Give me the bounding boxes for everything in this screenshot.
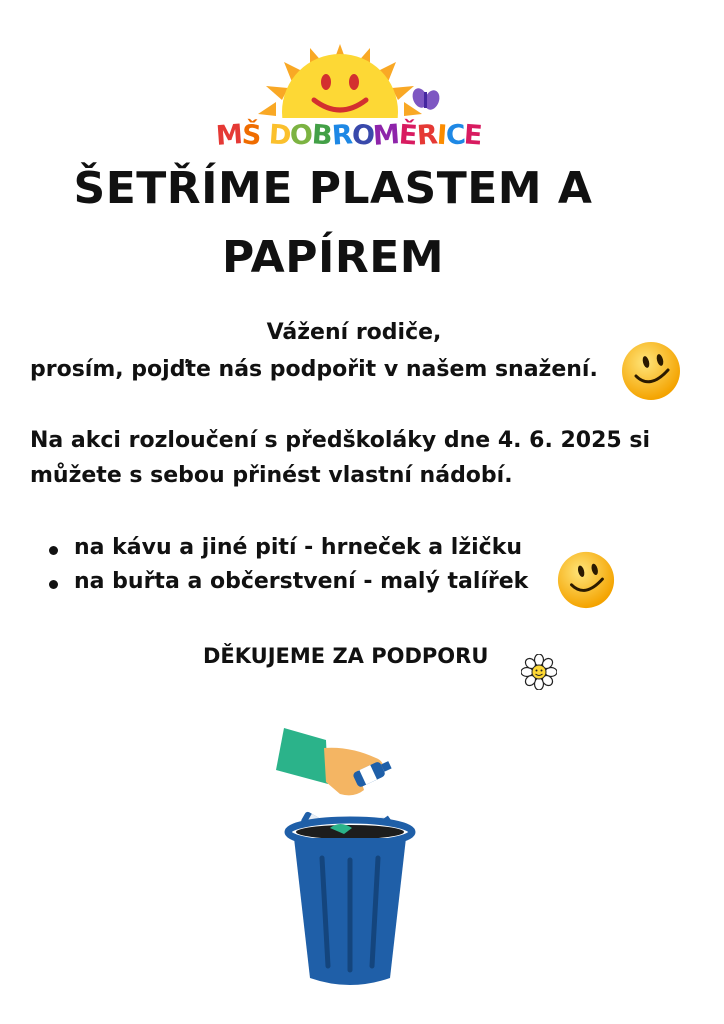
logo-letter: R xyxy=(330,119,353,152)
logo-letter: M xyxy=(372,119,401,152)
logo-letter: D xyxy=(267,119,292,152)
logo-name xyxy=(216,120,486,151)
sun-left-eye xyxy=(321,74,331,90)
page-title-line-2: PAPÍREM xyxy=(221,232,445,283)
list-item: na buřta a občerstvení - malý talířek xyxy=(46,569,528,603)
smiley-icon xyxy=(556,550,616,610)
event-text-line-2: můžete s sebou přinést vlastní nádobí. xyxy=(30,463,513,488)
flower-icon xyxy=(521,654,557,690)
kindergarten-logo xyxy=(210,40,490,158)
logo-letter: E xyxy=(463,119,483,152)
items-list xyxy=(46,535,528,603)
sleeve xyxy=(276,728,328,784)
thanks-text: DĚKUJEME ZA PODPORU xyxy=(203,644,489,668)
logo-letter: Ě xyxy=(398,119,418,152)
page-title-line-1: ŠETŘÍME PLASTEM A xyxy=(73,163,593,214)
logo-letter: O xyxy=(289,119,314,152)
smiley-icon xyxy=(620,340,682,402)
event-text-line-1: Na akci rozloučení s předškoláky dne 4. 6. 2025 si xyxy=(30,428,650,453)
list-item: na kávu a jiné pití - hrneček a lžičku xyxy=(46,535,528,569)
logo-letter: B xyxy=(311,119,333,152)
sun-right-eye xyxy=(349,74,359,90)
greeting: Vážení rodiče, xyxy=(266,320,442,345)
logo-letter: Š xyxy=(240,119,262,152)
logo-letter: C xyxy=(444,119,466,152)
butterfly-icon xyxy=(410,86,442,112)
logo-letter: M xyxy=(214,119,243,152)
logo-letter: O xyxy=(350,119,375,152)
logo-letter: I xyxy=(435,119,447,152)
plea-text: prosím, pojďte nás podpořit v našem snažení. xyxy=(30,357,598,382)
recycling-illustration xyxy=(270,720,430,995)
logo-letter: R xyxy=(415,119,438,152)
